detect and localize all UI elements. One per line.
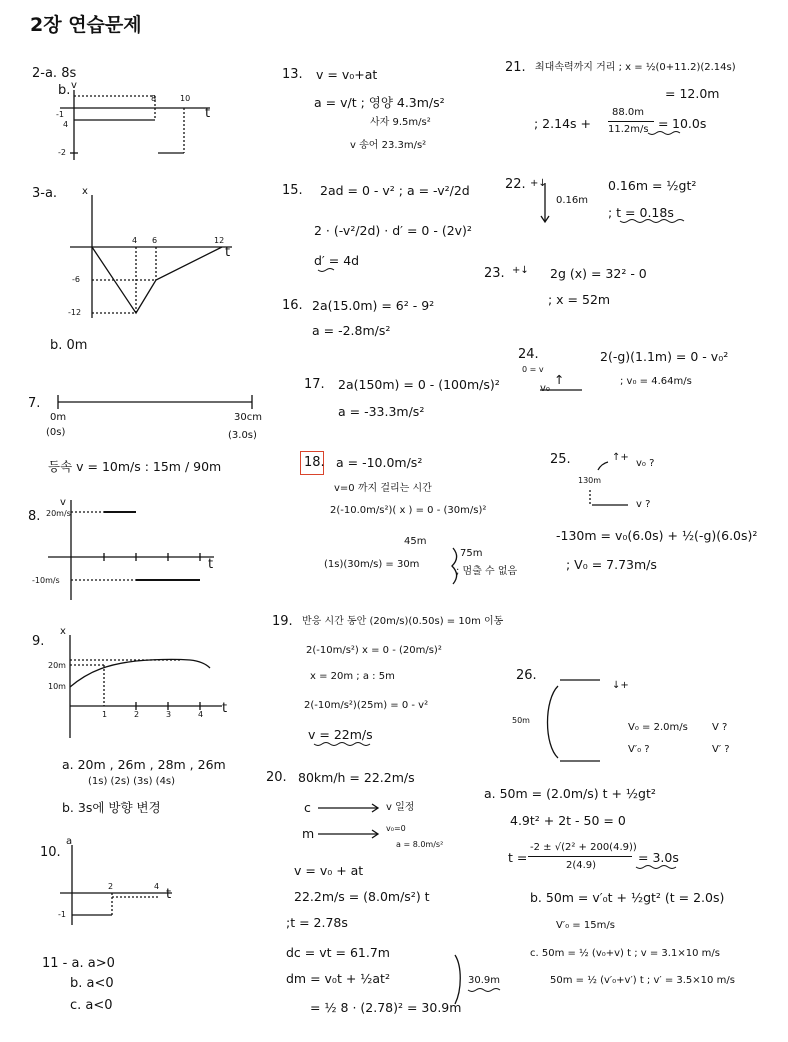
p2-tick-10: 10 (180, 94, 191, 103)
p19-l2: 2(-10m/s²) x = 0 - (20m/s)² (306, 645, 442, 656)
p9-label: 9. (32, 634, 45, 649)
p22-height: 0.16m (556, 195, 589, 206)
p13-l3: 사자 9.5m/s² (370, 117, 431, 128)
p23-arrow: +↓ (512, 265, 529, 276)
p13-l1: v = v₀+at (316, 67, 378, 82)
p9-tick-3: 3 (166, 710, 172, 719)
p18-l5: (1s)(30m/s) = 30m (324, 559, 420, 570)
p19-label: 19. (272, 614, 293, 629)
p16-l1: 2a(15.0m) = 6² - 9² (312, 298, 435, 313)
p2-a-answer: 2-a. 8s (32, 66, 77, 81)
p22-label: 22. (505, 177, 526, 192)
p19-l5: v = 22m/s (308, 727, 373, 742)
p18-l2: v=0 까지 걸리는 시간 (334, 483, 432, 494)
p9-y-10: 10m (48, 682, 66, 691)
p8-y-pos: 20m/s (46, 509, 71, 518)
p18-side2: ; 멈출 수 없음 (456, 566, 518, 577)
graph-8 (48, 500, 214, 600)
p20-l6: dm = v₀t + ½at² (286, 971, 390, 986)
p7-start: 0m (50, 412, 67, 423)
p2-axis-t: t (205, 106, 211, 121)
p20-m: m (302, 826, 315, 841)
p26-a3-num: -2 ± √(2² + 200(4.9)) (530, 842, 637, 853)
p15-label: 15. (282, 183, 303, 198)
p10-tick-2: 2 (108, 882, 114, 891)
p10-tick-4: 4 (154, 882, 160, 891)
p26-label: 26. (516, 668, 537, 683)
p13-l2: a = v/t ; 영양 4.3m/s² (314, 95, 445, 110)
p9-tick-4: 4 (198, 710, 204, 719)
p10-axis-t: t (166, 887, 172, 902)
p3-tick-12: 12 (214, 236, 225, 245)
p21-fraction-bar (608, 121, 654, 122)
p20-label: 20. (266, 770, 287, 785)
p21-l3-num: 88.0m (612, 107, 645, 118)
p26-a3-pre: t = (508, 850, 528, 865)
p10-y-neg1: -1 (58, 910, 66, 919)
p20-c: c (304, 800, 311, 815)
p11-c: c. a<0 (70, 998, 113, 1013)
p19-l3: x = 20m ; a : 5m (310, 671, 395, 682)
p18-label: 18. (304, 455, 325, 470)
p15-l1: 2ad = 0 - v² ; a = -v²/2d (320, 183, 470, 198)
p20-l7: = ½ 8 · (2.78)² = 30.9m (310, 1000, 462, 1015)
p20-m-result2: a = 8.0m/s² (396, 840, 444, 849)
p9-b-answer: b. 3s에 방향 변경 (62, 800, 161, 815)
p26-c2: 50m = ½ (v′₀+v′) t ; v′ = 3.5×10 m/s (550, 975, 735, 986)
p25-l1: -130m = v₀(6.0s) + ½(-g)(6.0s)² (556, 528, 758, 543)
p21-label: 21. (505, 60, 526, 75)
p25-v-q: v ? (636, 499, 651, 510)
p17-l2: a = -33.3m/s² (338, 404, 425, 419)
p11-a: 11 - a. a>0 (42, 956, 115, 971)
graph-3a (70, 195, 232, 318)
p23-label: 23. (484, 266, 505, 281)
p26-r1a: V₀ = 2.0m/s (628, 722, 688, 733)
p18-l1: a = -10.0m/s² (336, 455, 423, 470)
p25-l2: ; V₀ = 7.73m/s (566, 557, 657, 572)
p20-c-result: v 일정 (386, 802, 415, 813)
page-title: 2장 연습문제 (30, 14, 142, 36)
p26-r1b: V ? (712, 722, 728, 733)
p25-label: 25. (550, 452, 571, 467)
p7-end-time: (3.0s) (228, 430, 257, 441)
p19-l1: 반응 시간 동안 (20m/s)(0.50s) = 10m 이동 (302, 616, 504, 627)
p26-c1: c. 50m = ½ (v₀+v) t ; v = 3.1×10 m/s (530, 948, 720, 959)
p18-side1: 75m (460, 548, 483, 559)
p20-l5: dc = vt = 61.7m (286, 945, 390, 960)
p8-label: 8. (28, 509, 41, 524)
p9-axis-x: x (60, 626, 66, 637)
p17-label: 17. (304, 377, 325, 392)
p25-v0-q: v₀ ? (636, 458, 655, 469)
p18-l3: 2(-10.0m/s²)( x ) = 0 - (30m/s)² (330, 505, 487, 516)
p7-start-time: (0s) (46, 427, 66, 438)
p24-label: 24. (518, 347, 539, 362)
p20-l4: ;t = 2.78s (286, 915, 348, 930)
p17-l1: 2a(150m) = 0 - (100m/s)² (338, 377, 500, 392)
p3-label: 3-a. (32, 186, 58, 201)
p26-r2a: V′₀ ? (628, 744, 650, 755)
p20-side: 30.9m (468, 975, 501, 986)
graph-7 (58, 395, 252, 409)
p24-zero-v: 0 = v (522, 365, 544, 374)
p7-answer: 등속 v = 10m/s : 15m / 90m (48, 459, 222, 474)
p9-axis-t: t (222, 701, 228, 716)
p26-r2b: V′ ? (712, 744, 730, 755)
p2-tick-8: 8 (151, 94, 157, 103)
p21-l3a: ; 2.14s + (534, 116, 591, 131)
p8-axis-t: t (208, 557, 214, 572)
p2-axis-v: v (71, 80, 77, 91)
p26-a3-answer: = 3.0s (638, 850, 679, 865)
p24-up-arrow: ↑ (554, 372, 565, 387)
p8-axis-v: v (60, 497, 66, 508)
p2-y-neg-quarter: -1 (56, 110, 64, 119)
p3-axis-t: t (225, 245, 231, 260)
p22-l1: 0.16m = ½gt² (608, 178, 697, 193)
graph-9 (70, 635, 222, 738)
p21-l3-answer: 10.0s (672, 116, 707, 131)
p16-l2: a = -2.8m/s² (312, 323, 391, 338)
p9-tick-2: 2 (134, 710, 140, 719)
p18-l4: 45m (404, 536, 427, 547)
p26-height: 50m (512, 716, 530, 725)
p19-l4: 2(-10m/s²)(25m) = 0 - v² (304, 700, 429, 711)
p20-l1: 80km/h = 22.2m/s (298, 770, 415, 785)
p13-label: 13. (282, 67, 303, 82)
p16-label: 16. (282, 298, 303, 313)
p3-tick-4: 4 (132, 236, 138, 245)
p8-y-neg: -10m/s (32, 576, 60, 585)
p15-l2: 2 · (-v²/2d) · d′ = 0 - (2v)² (314, 223, 472, 238)
p3-y-neg6: -6 (72, 275, 80, 284)
p26-b1: b. 50m = v′₀t + ½gt² (t = 2.0s) (530, 890, 725, 905)
p25-height: 130m (578, 476, 602, 485)
p21-l2: = 12.0m (665, 86, 720, 101)
p9-a-times: (1s) (2s) (3s) (4s) (88, 776, 176, 787)
p10-axis-a: a (66, 836, 73, 847)
p3-b-answer: b. 0m (50, 338, 88, 353)
p9-a-answer: a. 20m , 26m , 28m , 26m (62, 757, 226, 772)
p9-y-20: 20m (48, 661, 66, 670)
p24-v0: v₀ (540, 383, 550, 394)
p10-label: 10. (40, 845, 61, 860)
p26-a1: a. 50m = (2.0m/s) t + ½gt² (484, 786, 656, 801)
p26-a2: 4.9t² + 2t - 50 = 0 (510, 813, 626, 828)
p24-l1: 2(-g)(1.1m) = 0 - v₀² (600, 349, 729, 364)
p2-y-quarter-den: 4 (63, 120, 69, 129)
p26-a3-den: 2(4.9) (566, 860, 597, 871)
p21-l3b: = (658, 116, 669, 131)
p7-end: 30cm (234, 412, 262, 423)
p9-tick-1: 1 (102, 710, 108, 719)
p22-arrow: +↓ (530, 178, 547, 189)
p26-fraction-bar (528, 856, 632, 857)
p24-l2: ; v₀ = 4.64m/s (620, 376, 692, 387)
p20-l2: v = v₀ + at (294, 863, 364, 878)
p3-tick-6: 6 (152, 236, 158, 245)
p22-l2: ; t = 0.18s (608, 205, 674, 220)
p21-l1: 최대속력까지 거리 ; x = ½(0+11.2)(2.14s) (535, 62, 736, 73)
p13-l4: v 송어 23.3m/s² (350, 140, 427, 151)
p23-l1: 2g (x) = 32² - 0 (550, 266, 647, 281)
p25-plus: ↑+ (612, 452, 629, 463)
p7-label: 7. (28, 396, 41, 411)
p2-y-neg2: -2 (58, 148, 66, 157)
p15-l3: d′ = 4d (314, 253, 360, 268)
p2-b-label: b. (58, 83, 71, 98)
p26-plus: ↓+ (612, 680, 629, 691)
p23-l2: ; x = 52m (548, 292, 611, 307)
p20-l3: 22.2m/s = (8.0m/s²) t (294, 889, 430, 904)
p11-b: b. a<0 (70, 976, 114, 991)
p3-axis-x: x (82, 186, 88, 197)
p20-m-result1: v₀=0 (386, 824, 406, 833)
p26-b2: V′₀ = 15m/s (556, 920, 615, 931)
p21-l3-den: 11.2m/s (608, 124, 649, 135)
p3-y-neg12: -12 (68, 308, 82, 317)
